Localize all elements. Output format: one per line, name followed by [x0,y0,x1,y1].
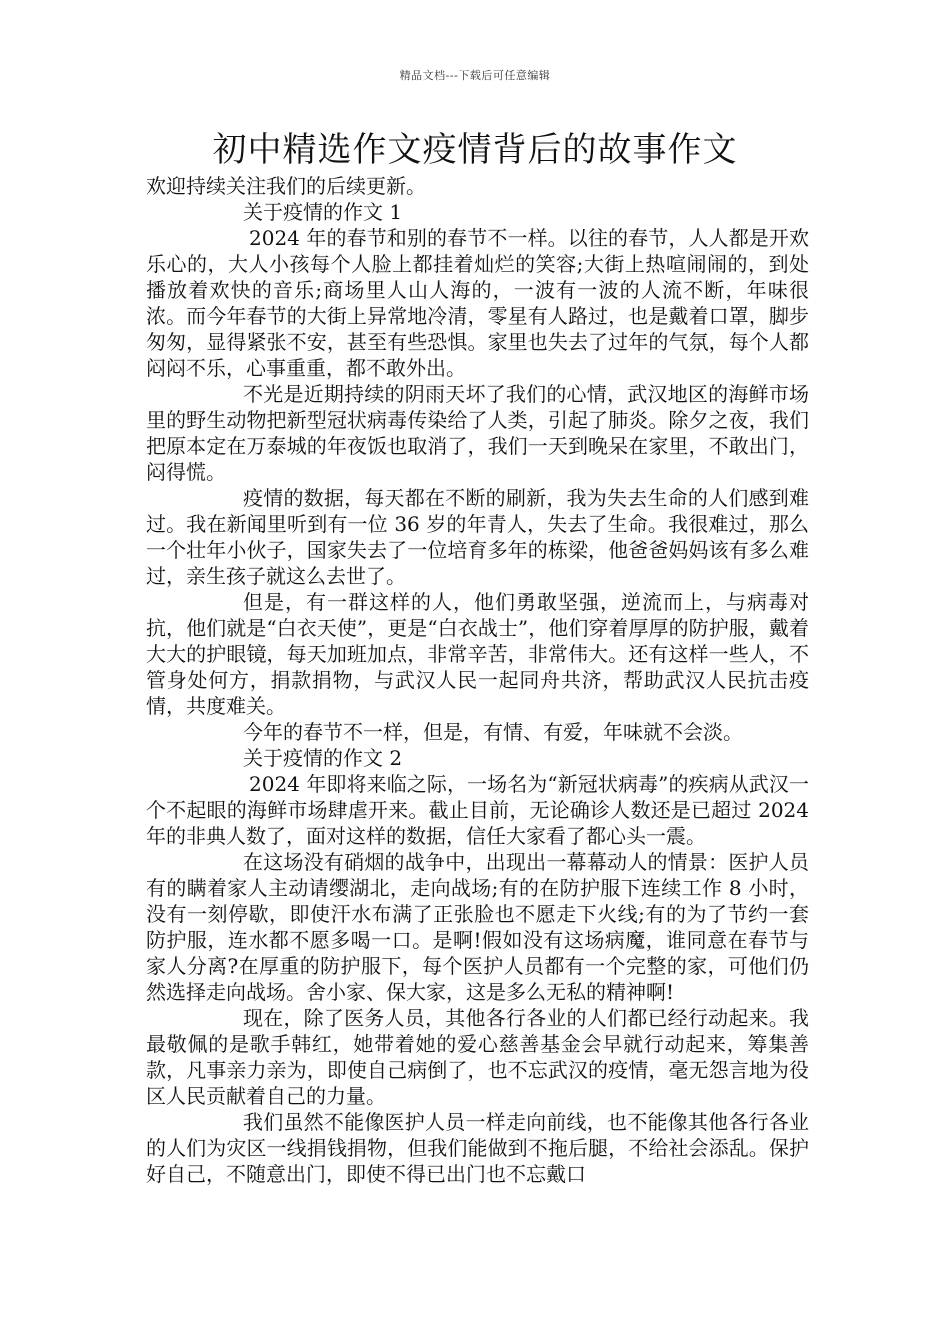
page-header-note: 精品文档---下载后可任意编辑 [399,69,551,82]
document-body [146,173,809,1187]
intro-line: 欢迎持续关注我们的后续更新。 [146,174,426,198]
essay-2-paragraph: 2024 年即将来临之际，一场名为“新冠状病毒”的疾病从武汉一个不起眼的海鲜市场肆虐开来。截止目前，无论确诊人数还是已超过 2024 年的非典人数了，面对这样的数据，信任大家看了都心头一震。 [146,772,809,848]
essay-1-paragraph: 今年的春节不一样，但是，有情、有爱，年味就不会淡。 [243,720,743,744]
essay-1-paragraph: 不光是近期持续的阴雨天坏了我们的心情，武汉地区的海鲜市场里的野生动物把新型冠状病毒传染给了人类，引起了肺炎。除夕之夜，我们把原本定在万泰城的年夜饭也取消了，我们一天到晚呆在家里，不敢出门，闷得慌。 [146,382,809,484]
essay-2-paragraph: 现在，除了医务人员，其他各行各业的人们都已经行动起来。我最敬佩的是歌手韩红，她带着她的爱心慈善基金会早就行动起来，筹集善款，凡事亲力亲为，即使自己病倒了，也不忘武汉的疫情，毫无怨言地为役区人民贡献着自己的力量。 [146,1006,809,1108]
essay-1-paragraph: 疫情的数据，每天都在不断的刷新，我为失去生命的人们感到难过。我在新闻里听到有一位 36 岁的年青人，失去了生命。我很难过，那么一个壮年小伙子，国家失去了一位培育多年的栋梁，他爸爸妈妈该有多么难过，亲生孩子就这么去世了。 [146,486,809,588]
essay-1-heading: 关于疫情的作文 1 [243,200,403,224]
essay-1-paragraph: 2024 年的春节和别的春节不一样。以往的春节，人人都是开欢乐心的，大人小孩每个人脸上都挂着灿烂的笑容;大街上热喧闹闹的，到处播放着欢快的音乐;商场里人山人海的，一波有一波的人流不断，年味很浓。而今年春节的大街上异常地冷清，零星有人路过，也是戴着口罩，脚步匆匆，显得紧张不安，甚至有些恐惧。家里也失去了过年的气氛，每个人都闷闷不乐，心事重重，都不敢外出。 [146,226,809,380]
essay-2-paragraph: 在这场没有硝烟的战争中，出现出一幕幕动人的情景：医护人员有的瞒着家人主动请缨湖北，走向战场;有的在防护服下连续工作 8 小时，没有一刻停歇，即使汗水布满了正张脸也不愿走下火线;有的为了节约一套防护服，连水都不愿多喝一口。是啊!假如没有这场病魔，谁同意在春节与家人分离?在厚重的防护服下，每个医护人员都有一个完整的家，可他们仍然选择走向战场。舍小家、保大家，这是多么无私的精神啊! [146,850,809,1004]
essay-1-paragraph: 但是，有一群这样的人，他们勇敢坚强，逆流而上，与病毒对抗，他们就是“白衣天使”，更是“白衣战士”，他们穿着厚厚的防护服，戴着大大的护眼镜，每天加班加点，非常辛苦，非常伟大。还有这样一些人，不管身处何方，捐款捐物，与武汉人民一起同舟共济，帮助武汉人民抗击疫情，共度难关。 [146,590,809,718]
essay-2-paragraph: 我们虽然不能像医护人员一样走向前线，也不能像其他各行各业的人们为灾区一线捐钱捐物，但我们能做到不拖后腿，不给社会添乱。保护好自己，不随意出门，即使不得已出门也不忘戴口 [146,1110,809,1186]
document-title: 初中精选作文疫情背后的故事作文 [212,130,738,170]
essay-2-heading: 关于疫情的作文 2 [243,746,403,770]
